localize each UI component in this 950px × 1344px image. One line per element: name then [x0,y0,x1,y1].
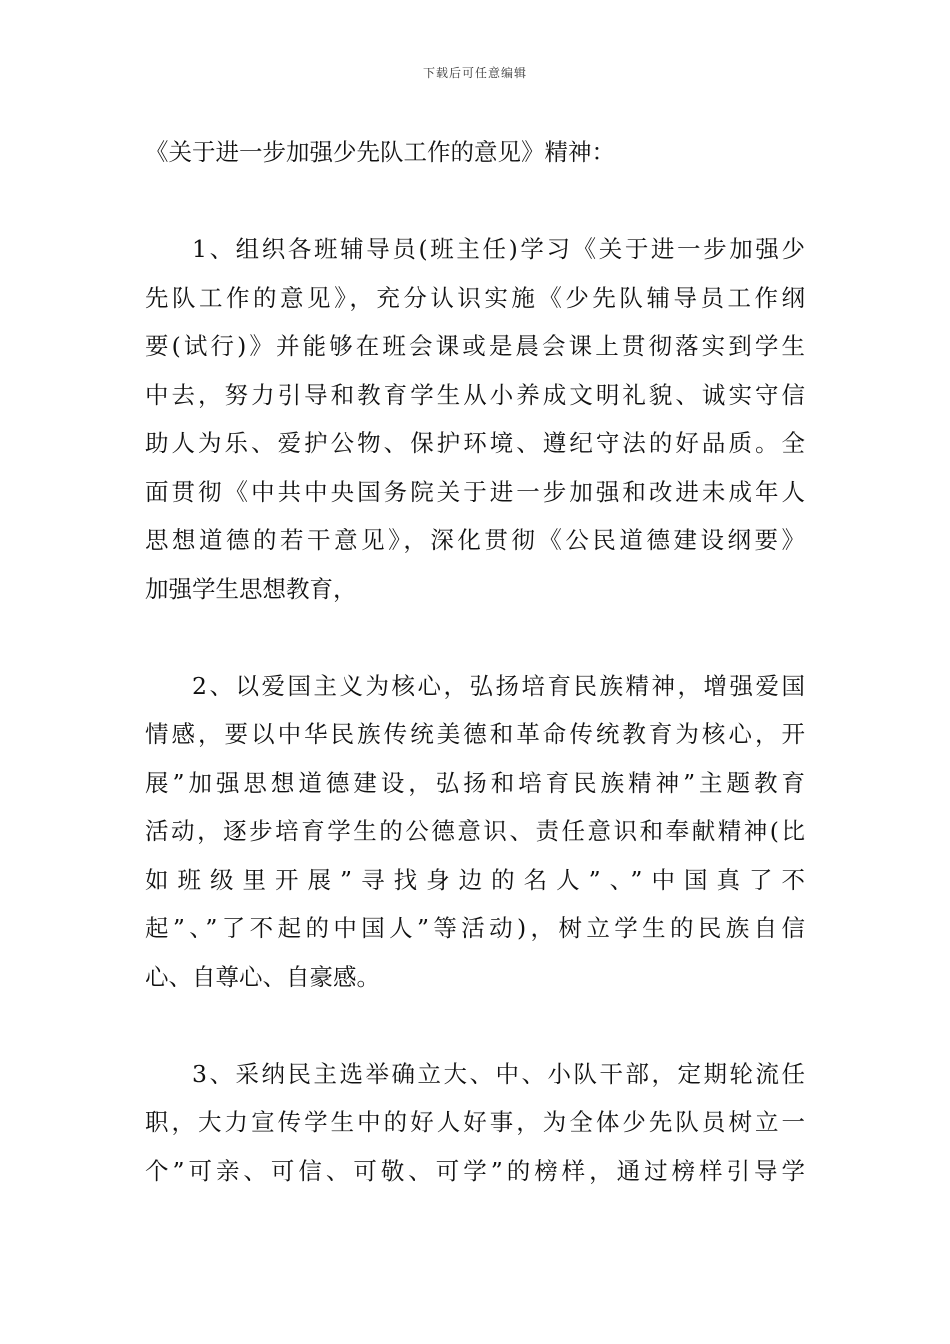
paragraph-2 [145,662,805,1002]
paragraph-line: 助人为乐、爱护公物、保护环境、遵纪守法的好品质。全 [145,429,805,457]
paragraph-line: 1、组织各班辅导员(班主任)学习《关于进一步加强少 [192,235,805,263]
paragraph-line: 思想道德的若干意见》，深化贯彻《公民道德建设纲要》 [145,526,805,554]
page-header-note: 下载后可任意编辑 [422,66,527,80]
paragraph-gap [145,613,805,662]
paragraph-line: 起”、”了不起的中国人”等活动)，树立学生的民族自信 [145,914,805,942]
paragraph-line: 加强学生思想教育， [145,574,357,603]
paragraph-line: 3、采纳民主选举确立大、中、小队干部，定期轮流任 [192,1059,805,1088]
paragraph-line: 如班级里开展”寻找身边的名人”、”中国真了不 [145,865,805,894]
paragraph-1 [145,225,805,613]
paragraph-line: 先队工作的意见》，充分认识实施《少先队辅导员工作纲 [145,283,805,312]
paragraph-line: 个”可亲、可信、可敬、可学”的榜样，通过榜样引导学 [145,1156,805,1185]
intro-line: 《关于进一步加强少先队工作的意见》精神： [145,138,615,166]
document-body [145,128,805,1195]
paragraph-line: 心、自尊心、自豪感。 [145,962,380,991]
paragraph-gap [145,1001,805,1050]
paragraph-line: 2、以爱国主义为核心，弘扬培育民族精神，增强爱国 [192,671,805,700]
paragraph-line: 中去，努力引导和教育学生从小养成文明礼貌、诚实守信 [145,380,805,409]
paragraph-line: 情感，要以中华民族传统美德和革命传统教育为核心，开 [145,720,805,748]
paragraph-line: 活动，逐步培育学生的公德意识、责任意识和奉献精神(比 [145,817,805,845]
paragraph-line: 要(试行)》并能够在班会课或是晨会课上贯彻落实到学生 [145,332,805,360]
paragraph-line: 面贯彻《中共中央国务院关于进一步加强和改进未成年人 [145,477,805,506]
paragraph-gap [145,177,805,226]
paragraph-line: 展”加强思想道德建设，弘扬和培育民族精神”主题教育 [145,768,805,797]
paragraph-line: 职，大力宣传学生中的好人好事，为全体少先队员树立一 [145,1108,805,1136]
paragraph-3 [145,1050,805,1196]
